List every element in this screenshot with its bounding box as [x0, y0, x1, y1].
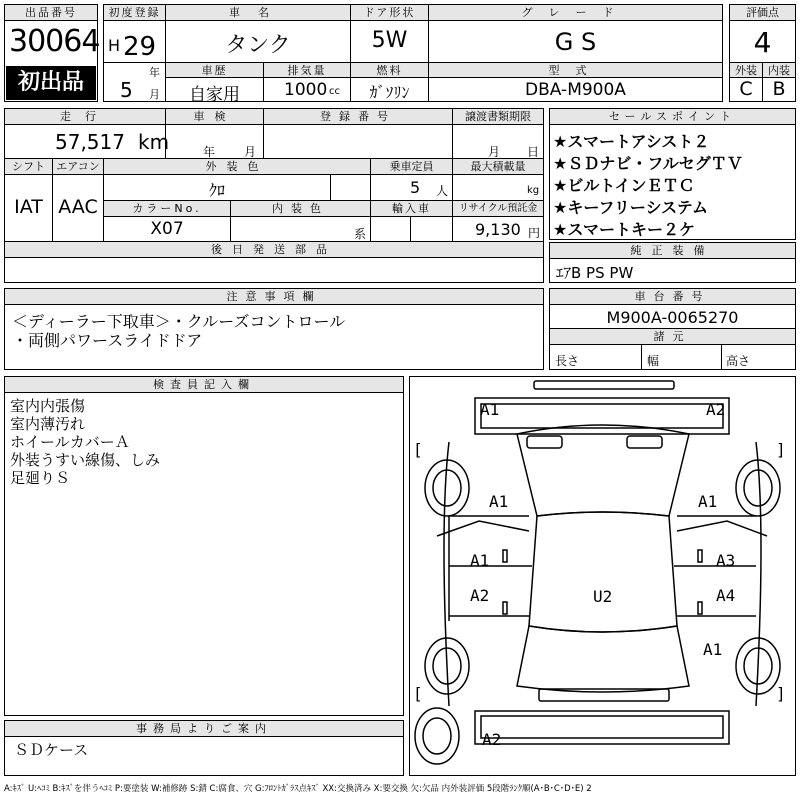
legend: A:ｷｽﾞ U:ﾍｺﾐ B:ｷｽﾞを伴うﾍｺﾐ P:要塗装 W:補修跡 S:錆 C:腐食、穴 G:ﾌﾛﾝﾄｶﾞﾗｽ点ｷｽﾞ XX:交換済み X:要交換 欠:欠品 内外装評価 5段階ﾗﾝｸ順(A･B･C･D･E) 2 [4, 784, 592, 794]
era-letter: H [108, 36, 121, 55]
interior-grade: B [772, 78, 786, 100]
notes-label: 注意事項欄 [5, 289, 543, 305]
max-load-unit: kg [527, 185, 540, 196]
transfer-day-unit: 日 [527, 145, 540, 159]
bracket-right: ] [776, 440, 786, 459]
exterior-grade-label: 外装 [730, 63, 762, 78]
car-diagram [409, 376, 796, 776]
office-text: ＳＤケース [14, 741, 89, 759]
model-label: 型式 [429, 63, 722, 78]
model-value: DBA-M900A [525, 80, 626, 100]
damage-mark-door-front-left: A1 [470, 551, 490, 570]
exterior-color-value: ｸﾛ [208, 181, 225, 200]
recycle-value: 9,130 [475, 220, 521, 239]
capacity-unit: 人 [436, 184, 449, 198]
damage-mark-fender-left: A1 [489, 492, 509, 511]
door-label: ドア形状 [351, 5, 428, 21]
mileage-unit: km [138, 130, 170, 154]
damage-mark-rear-quarter-right: A1 [703, 640, 723, 659]
shift-label: シフト [5, 159, 52, 175]
inspector-line: 外装うすい線傷、しみ [10, 451, 161, 469]
inspection-label: 車検 [166, 109, 263, 125]
later-parts-label: 後日発送部品 [5, 242, 543, 258]
notes-line: ・両側パワースライドドア [12, 331, 203, 350]
equipment-label: 純正装備 [550, 243, 795, 259]
score-label: 評価点 [730, 5, 795, 21]
registration-label: 登録番号 [264, 109, 452, 125]
capacity-label: 乗車定員 [371, 159, 452, 175]
bracket-left: [ [413, 440, 423, 459]
sales-points-label: セールスポイント [550, 109, 795, 125]
transfer-label: 譲渡書類期限 [453, 109, 543, 125]
inspection-month-unit: 月 [244, 145, 257, 159]
damage-mark-front-right: A2 [706, 400, 726, 419]
inspector-line: 室内内張傷 [10, 397, 86, 415]
exterior-color-label: 外装色 [104, 159, 370, 175]
interior-color-label: 内装色 [231, 201, 370, 217]
car-name-label: 車名 [166, 5, 350, 21]
history-label: 車歴 [166, 63, 263, 78]
lot-number-label: 出品番号 [5, 5, 97, 21]
fuel-label: 燃料 [351, 63, 428, 78]
year-unit: 年 [149, 66, 160, 79]
damage-mark-rear: A2 [482, 730, 502, 749]
sales-point-item: ★ビルトインＥＴＣ [553, 176, 695, 195]
mileage-label: 走行 [5, 109, 165, 125]
door-value: 5W [371, 28, 408, 53]
first-listing-badge: 初出品 [6, 66, 96, 100]
lot-number: 30064 [9, 24, 100, 59]
displacement-value: 1000 [284, 80, 328, 100]
bracket-right: ] [776, 684, 786, 703]
chassis-value: M900A-0065270 [606, 308, 739, 327]
displacement-label: 排気量 [264, 63, 350, 78]
sales-point-item: ★スマートキー２ケ [553, 220, 696, 239]
damage-mark-roof: U2 [593, 587, 613, 606]
inspector-label: 検査員記入欄 [5, 377, 403, 393]
ac-label: エアコン [53, 159, 103, 175]
transfer-month-unit: 月 [488, 145, 501, 159]
damage-mark-front-left: A1 [480, 400, 500, 419]
damage-mark-fender-right: A1 [698, 492, 718, 511]
notes-line: ＜ディーラー下取車＞・クルーズコントロール [12, 312, 346, 331]
dims-label: 諸元 [550, 329, 795, 345]
office-label: 事務局よりご案内 [5, 721, 403, 737]
recycle-label: リサイクル預託金 [453, 201, 543, 217]
sales-point-item: ★キーフリーシステム [553, 198, 708, 217]
mileage-value: 57,517 [55, 130, 125, 154]
month-unit: 月 [149, 88, 160, 101]
capacity-value: 5 [410, 178, 421, 197]
grade-value: G S [554, 28, 597, 56]
inspection-year-unit: 年 [203, 145, 216, 159]
ac-value: AAC [58, 196, 98, 218]
year-value: 29 [123, 32, 157, 62]
color-no-label: カラーNo. [104, 201, 230, 217]
damage-mark-door-rear-left: A2 [470, 586, 490, 605]
interior-color-unit: 系 [354, 227, 367, 241]
bracket-left: [ [413, 684, 423, 703]
interior-grade-label: 内装 [763, 63, 795, 78]
recycle-unit: 円 [528, 226, 541, 240]
car-name: タンク [225, 33, 291, 58]
length-label: 長さ [555, 354, 580, 368]
inspector-line: 足廻りＳ [10, 469, 71, 487]
shift-value: IAT [14, 196, 43, 218]
height-label: 高さ [726, 354, 751, 368]
inspector-line: ホイールカバーＡ [10, 433, 130, 451]
color-no-value: X07 [150, 219, 184, 239]
month-value: 5 [120, 78, 133, 102]
sales-point-item: ★スマートアシスト２ [553, 132, 710, 151]
chassis-label: 車台番号 [550, 289, 795, 305]
fuel-value: ｶﾞｿﾘﾝ [369, 83, 410, 102]
exterior-grade: C [739, 78, 753, 100]
equipment-value: ｴｱB PS PW [556, 264, 634, 282]
damage-mark-door-rear-right: A4 [716, 586, 736, 605]
damage-mark-door-front-right: A3 [716, 551, 736, 570]
score-value: 4 [753, 26, 772, 59]
import-label: 輸入車 [371, 201, 452, 217]
displacement-unit: cc [329, 86, 340, 97]
width-label: 幅 [647, 354, 660, 368]
first-reg-label: 初度登録 [104, 5, 165, 21]
sales-point-item: ★ＳＤナビ・フルセグＴＶ [553, 154, 743, 173]
max-load-label: 最大積載量 [453, 159, 543, 175]
grade-label: グレード [429, 5, 722, 21]
inspector-line: 室内薄汚れ [10, 415, 86, 433]
history-value: 自家用 [189, 85, 240, 105]
